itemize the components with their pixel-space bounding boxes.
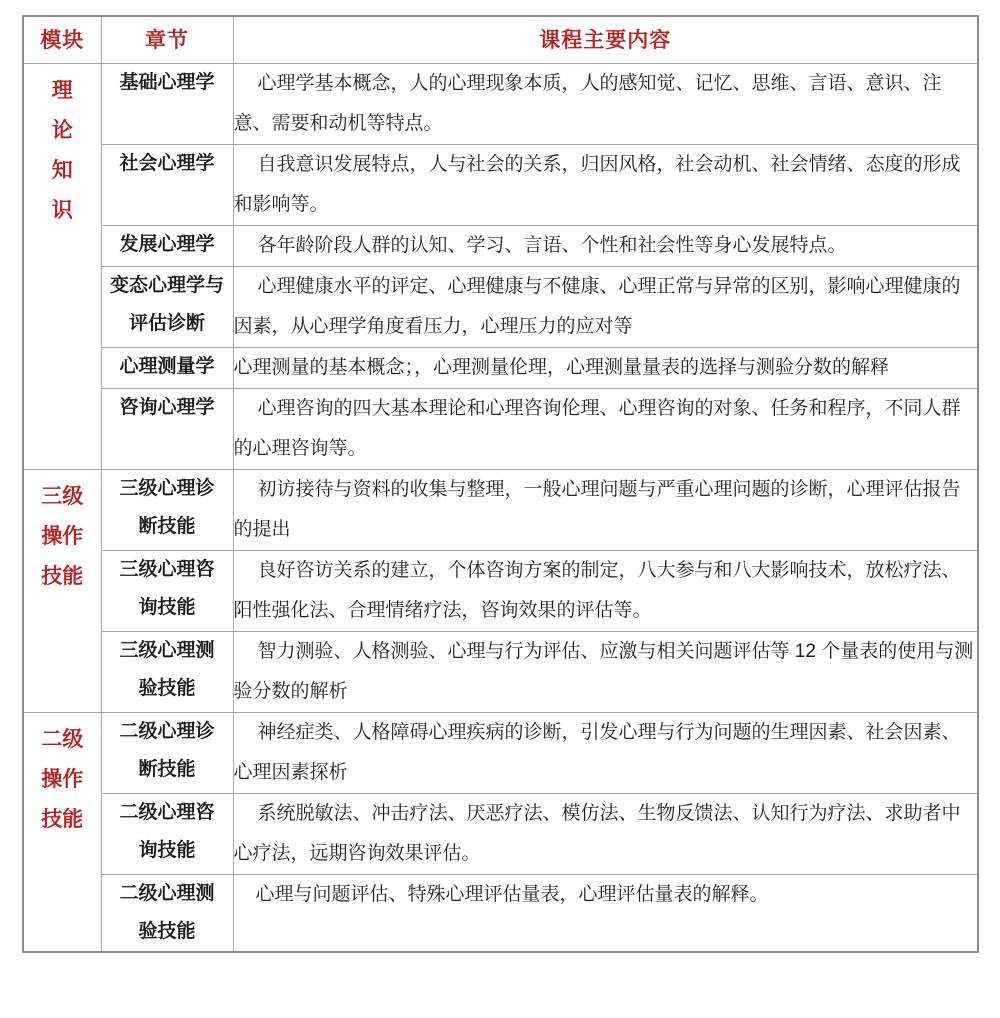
content-cell [233, 794, 978, 875]
content-cell [233, 145, 978, 226]
header-cell-chapter [101, 16, 233, 64]
chapter-cell [101, 226, 233, 267]
content-text: 各年龄阶段人群的认知、学习、言语、个性和社会性等身心发展特点。 [257, 235, 847, 256]
table-row [23, 64, 978, 145]
header-label-content: 课程主要内容 [539, 28, 672, 52]
module-cell-theory [23, 64, 101, 470]
content-text: 心理健康水平的评定、心理健康与不健康、心理正常与异常的区别，影响心理健康的因素，从心理学角度看压力，心理压力的应对等 [233, 276, 961, 337]
content-text: 自我意识发展特点，人与社会的关系，归因风格，社会动机、社会情绪、态度的形成和影响等。 [233, 154, 961, 215]
header-cell-module [23, 16, 101, 64]
chapter-cell [101, 794, 233, 875]
content-cell [233, 64, 978, 145]
content-cell [233, 348, 978, 389]
content-text: 神经症类、人格障碍心理疾病的诊断，引发心理与行为问题的生理因素、社会因素、心理因素探析 [233, 722, 961, 783]
chapter-cell [101, 348, 233, 389]
chapter-label: 三级心理测验技能 [119, 640, 215, 699]
content-text: 心理与问题评估、特殊心理评估量表，心理评估量表的解释。 [255, 884, 769, 905]
chapter-label: 变态心理学与评估诊断 [109, 275, 224, 334]
chapter-cell [101, 64, 233, 145]
table-row [23, 145, 978, 226]
chapter-label: 二级心理测验技能 [119, 883, 215, 942]
content-text: 心理测量的基本概念；，心理测量伦理，心理测量量表的选择与测验分数的解释 [233, 357, 890, 378]
chapter-cell [101, 875, 233, 953]
chapter-label: 基础心理学 [119, 72, 215, 93]
chapter-label: 社会心理学 [119, 153, 215, 174]
chapter-label: 三级心理诊断技能 [119, 478, 215, 537]
content-text: 初访接待与资料的收集与整理，一般心理问题与严重心理问题的诊断，心理评估报告的提出 [233, 479, 961, 540]
content-cell [233, 389, 978, 470]
header-label-module: 模块 [40, 28, 85, 52]
header-cell-content [233, 16, 978, 64]
chapter-cell [101, 713, 233, 794]
table-row [23, 875, 978, 953]
content-cell [233, 226, 978, 267]
course-outline-table [22, 15, 979, 953]
chapter-label: 二级心理咨询技能 [119, 802, 215, 861]
content-text: 智力测验、人格测验、心理与行为评估、应激与相关问题评估等 12 个量表的使用与测验分数的解析 [233, 641, 974, 702]
chapter-cell [101, 470, 233, 551]
chapter-label: 三级心理咨询技能 [119, 559, 215, 618]
module-cell-level3 [23, 470, 101, 713]
content-text: 良好咨访关系的建立，个体咨询方案的制定，八大参与和八大影响技术，放松疗法、阳性强化法、合理情绪疗法，咨询效果的评估等。 [233, 560, 961, 621]
module-label: 二级操作技能 [41, 727, 84, 831]
chapter-cell [101, 632, 233, 713]
table-row [23, 794, 978, 875]
table-row [23, 713, 978, 794]
table-row [23, 267, 978, 348]
chapter-cell [101, 389, 233, 470]
content-text: 系统脱敏法、冲击疗法、厌恶疗法、模仿法、生物反馈法、认知行为疗法、求助者中心疗法，远期咨询效果评估。 [233, 803, 961, 864]
header-label-chapter: 章节 [145, 28, 189, 52]
content-text: 心理学基本概念，人的心理现象本质，人的感知觉、记忆、思维、言语、意识、注意、需要和动机等特点。 [233, 73, 942, 134]
table-header-row [23, 16, 978, 64]
content-cell [233, 875, 978, 953]
module-cell-level2 [23, 713, 101, 953]
table-row [23, 348, 978, 389]
content-cell [233, 267, 978, 348]
content-cell [233, 470, 978, 551]
content-cell [233, 551, 978, 632]
chapter-label: 心理测量学 [119, 356, 215, 377]
table-row [23, 632, 978, 713]
chapter-label: 咨询心理学 [119, 397, 215, 418]
table-row [23, 551, 978, 632]
table-row [23, 226, 978, 267]
content-text: 心理咨询的四大基本理论和心理咨询伦理、心理咨询的对象、任务和程序，不同人群的心理咨询等。 [233, 398, 961, 459]
table-row [23, 470, 978, 551]
content-cell [233, 713, 978, 794]
module-label: 三级操作技能 [41, 484, 84, 588]
chapter-label: 发展心理学 [119, 234, 215, 255]
chapter-cell [101, 267, 233, 348]
table-row [23, 389, 978, 470]
module-label: 理论知识 [51, 78, 73, 222]
chapter-cell [101, 551, 233, 632]
chapter-cell [101, 145, 233, 226]
chapter-label: 二级心理诊断技能 [119, 721, 215, 780]
content-cell [233, 632, 978, 713]
